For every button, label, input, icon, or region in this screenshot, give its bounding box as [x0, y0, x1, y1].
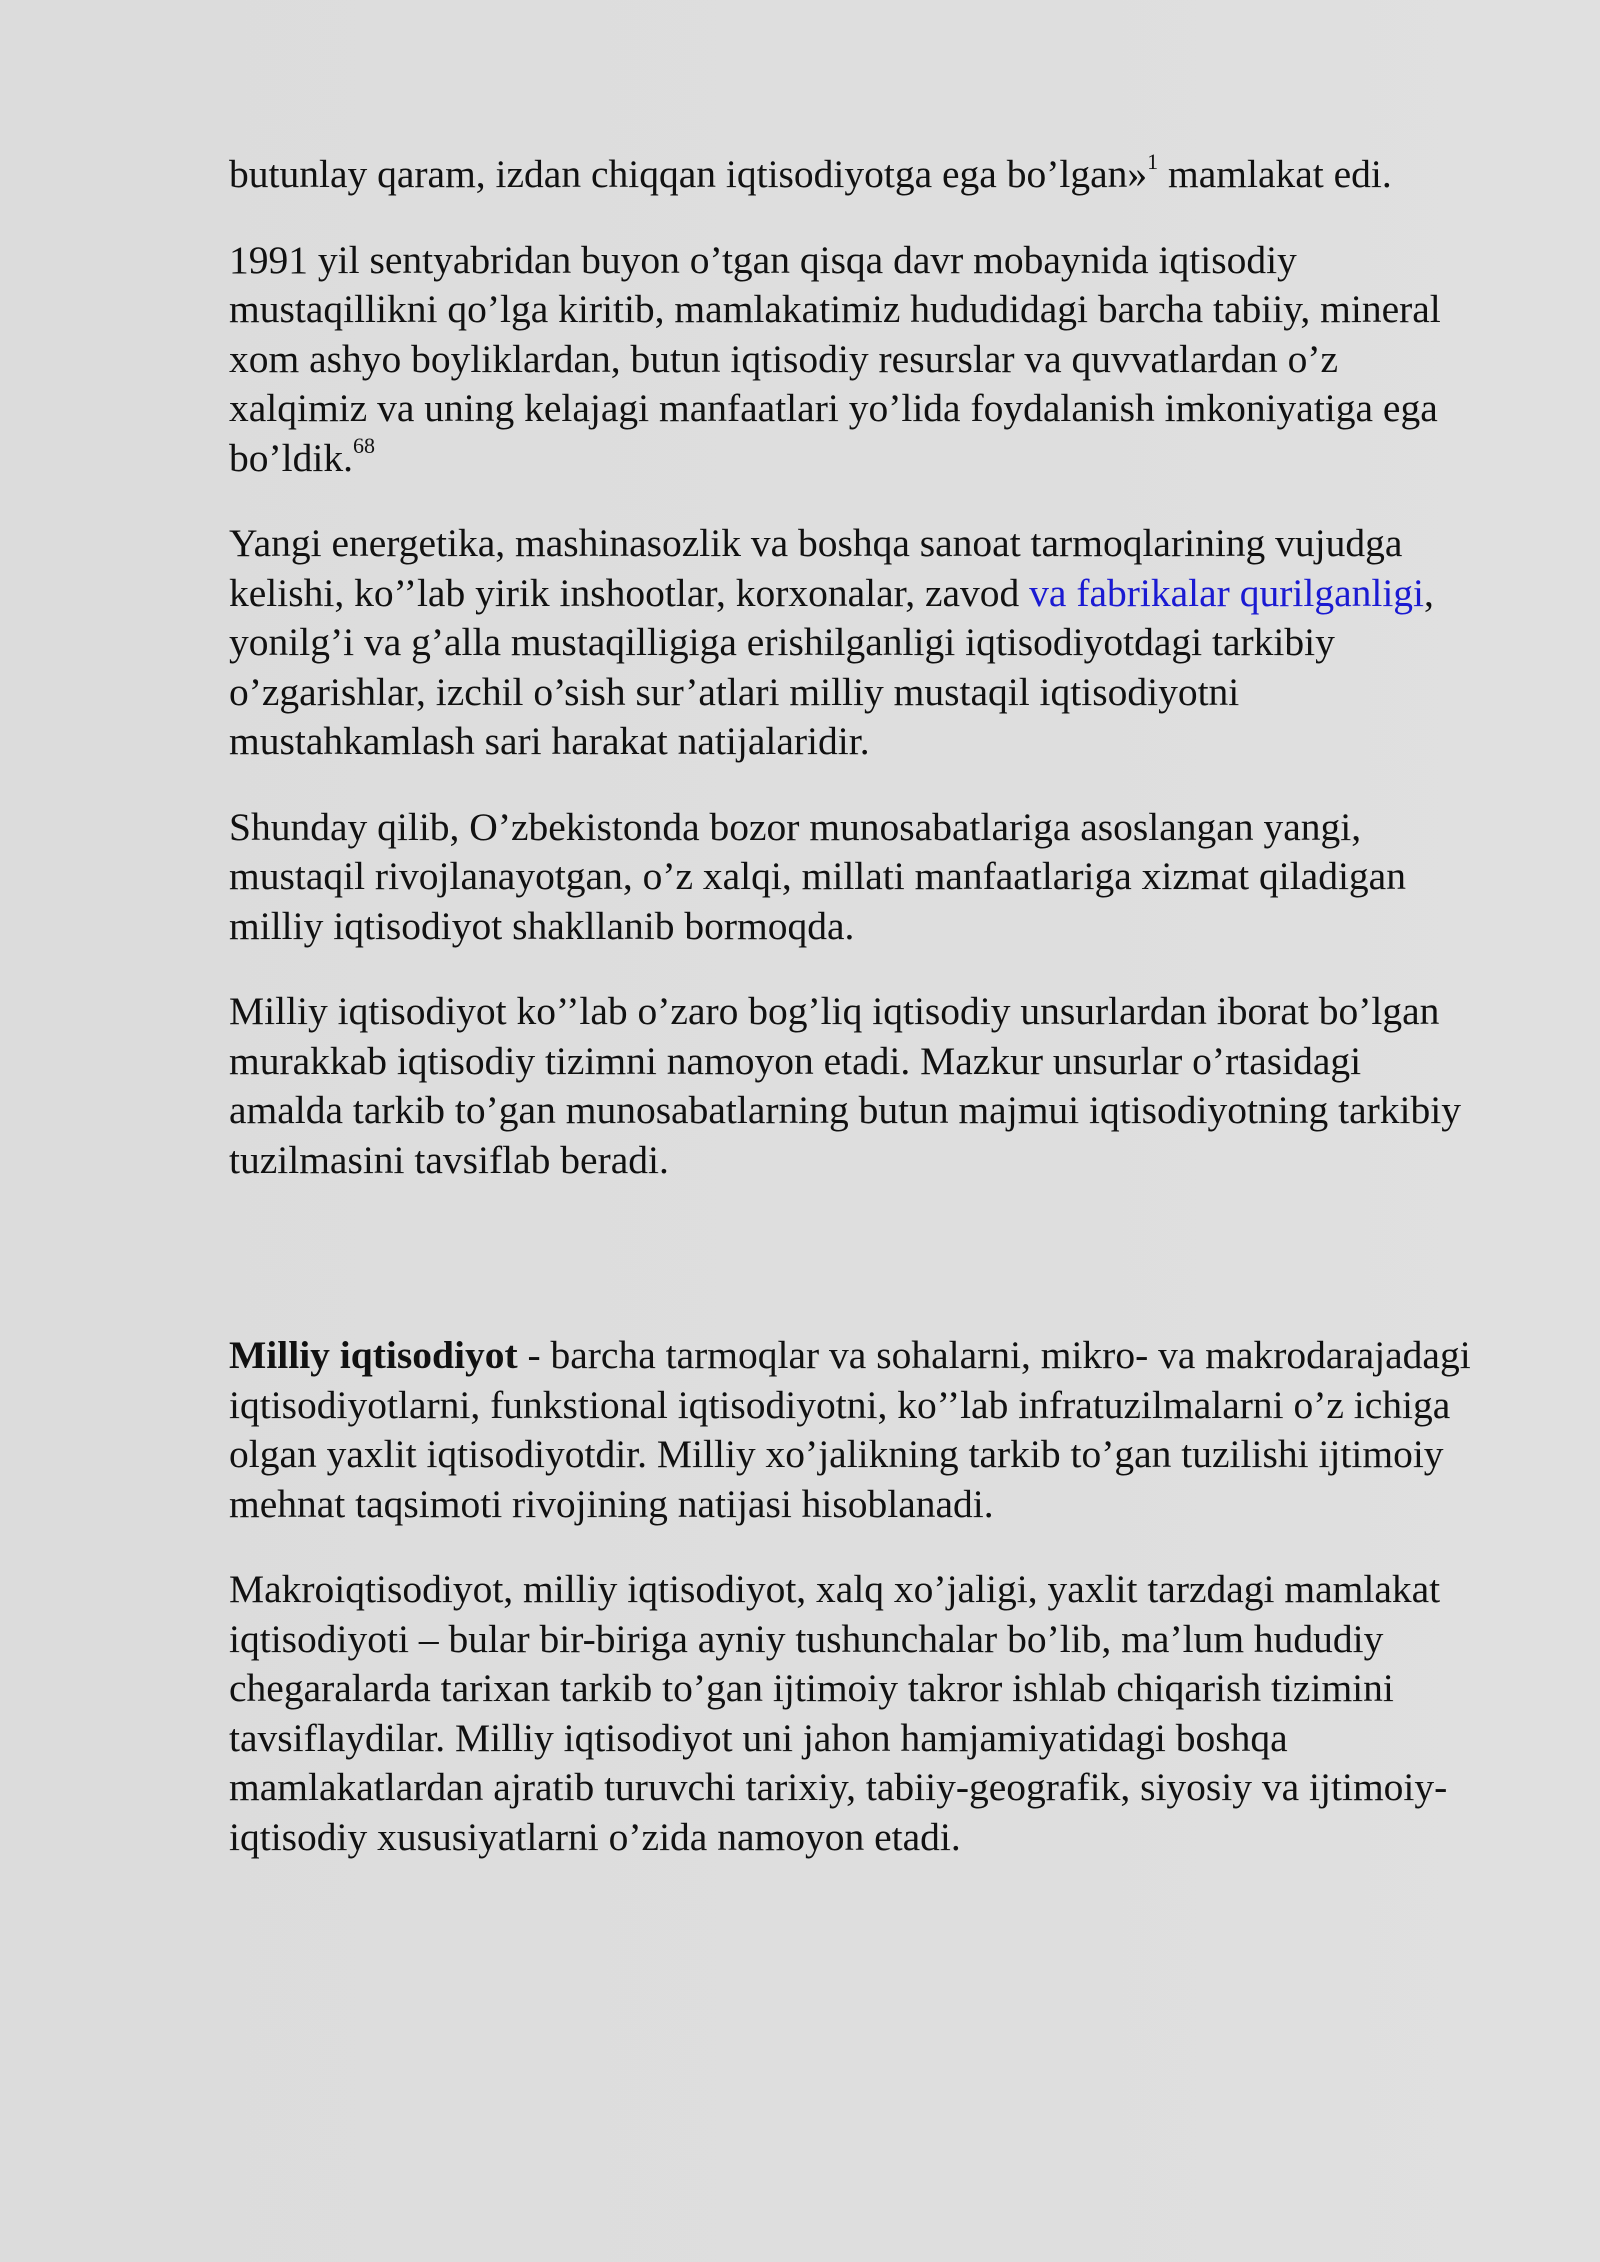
paragraph-2-text: 1991 yil sentyabridan buyon o’tgan qisqa davr mobaynida iqtisodiy mustaqillikni qo’lga kiritib, mamlakatimiz hududidagi barcha tabiiy, mineral xom ashyo boyliklardan, butun iqtisodiy resurslar va quvvatlardan o’z xalqimiz va uning kelajagi manfaatlari yo’lida foydalanish imkoniyatiga ega bo’ldik.: [229, 237, 1441, 480]
paragraph-7: Makroiqtisodiyot, milliy iqtisodiyot, xalq xo’jaligi, yaxlit tarzdagi mamlakat iqtisodiyoti – bular bir-biriga ayniy tushunchalar bo’lib, ma’lum hududiy chegaralarda tarixan tarkib to’gan ijtimoiy takror ishlab chiqarish tizimini tavsiflaydilar. Milliy iqtisodiyot uni jahon hamjamiyatidagi boshqa mamlakatlardan ajratib turuvchi tarixiy, tabiiy-geografik, siyosiy va ijtimoiy-iqtisodiy xususiyatlarni o’zida namoyon etadi.: [229, 1567, 1448, 1859]
term-milliy-iqtisodiyot: Milliy iqtisodiyot: [229, 1333, 518, 1377]
paragraph-3-text: Yangi energetika, mashinasozlik va boshqa sanoat tarmoqlarining vujudga kelishi, ko’’lab yirik inshootlar, korxonalar, zavod: [229, 521, 1403, 615]
paragraph-3-text-end: , yonilg’i va g’alla mustaqilligiga erishilganligi iqtisodiyotdagi tarkibiy o’zgarishlar, izchil o’sish sur’atlari milliy mustaqil iqtisodiyotni mustahkamlash sari harakat natijalaridir.: [229, 570, 1434, 763]
paragraph-6-text: - barcha tarmoqlar va sohalarni, mikro- va makrodarajadagi iqtisodiyotlarni, funkstional iqtisodiyotni, ko’’lab infratuzilmalarni o’z ichiga olgan yaxlit iqtisodiyotdir. Milliy xo’jalikning tarkib to’gan tuzilishi ijtimoiy mehnat taqsimoti rivojining natijasi hisoblanadi.: [229, 1333, 1471, 1526]
paragraph-1-text: butunlay qaram, izdan chiqqan iqtisodiyotga ega bo’lgan»: [229, 152, 1148, 196]
hyperlink-fabrikalar[interactable]: va fabrikalar qurilganligi: [1029, 570, 1425, 615]
paragraph-3: [229, 519, 1484, 767]
paragraph-2: [229, 236, 1484, 484]
paragraph-4: Shunday qilib, O’zbekistonda bozor munosabatlariga asoslangan yangi, mustaqil rivojlanayotgan, o’z xalqi, millati manfaatlariga xizmat qiladigan milliy iqtisodiyot shakllanib bormoqda.: [229, 804, 1406, 948]
document-body: [229, 150, 1484, 1898]
paragraph-gap: [229, 1221, 1484, 1331]
paragraph-6: [229, 1331, 1484, 1529]
paragraph-5: Milliy iqtisodiyot ko’’lab o’zaro bog’liq iqtisodiy unsurlardan iborat bo’lgan murakkab iqtisodiy tizimni namoyon etadi. Mazkur unsurlar o’rtasidagi amalda tarkib to’gan munosabatlarning butun majmui iqtisodiyotning tarkibiy tuzilmasini tavsiflab beradi.: [229, 989, 1461, 1182]
footnote-ref-68[interactable]: 68: [352, 432, 375, 458]
paragraph-1-text-end: mamlakat edi.: [1158, 152, 1392, 196]
footnote-ref-1[interactable]: 1: [1147, 149, 1159, 174]
paragraph-1: [229, 150, 1484, 200]
